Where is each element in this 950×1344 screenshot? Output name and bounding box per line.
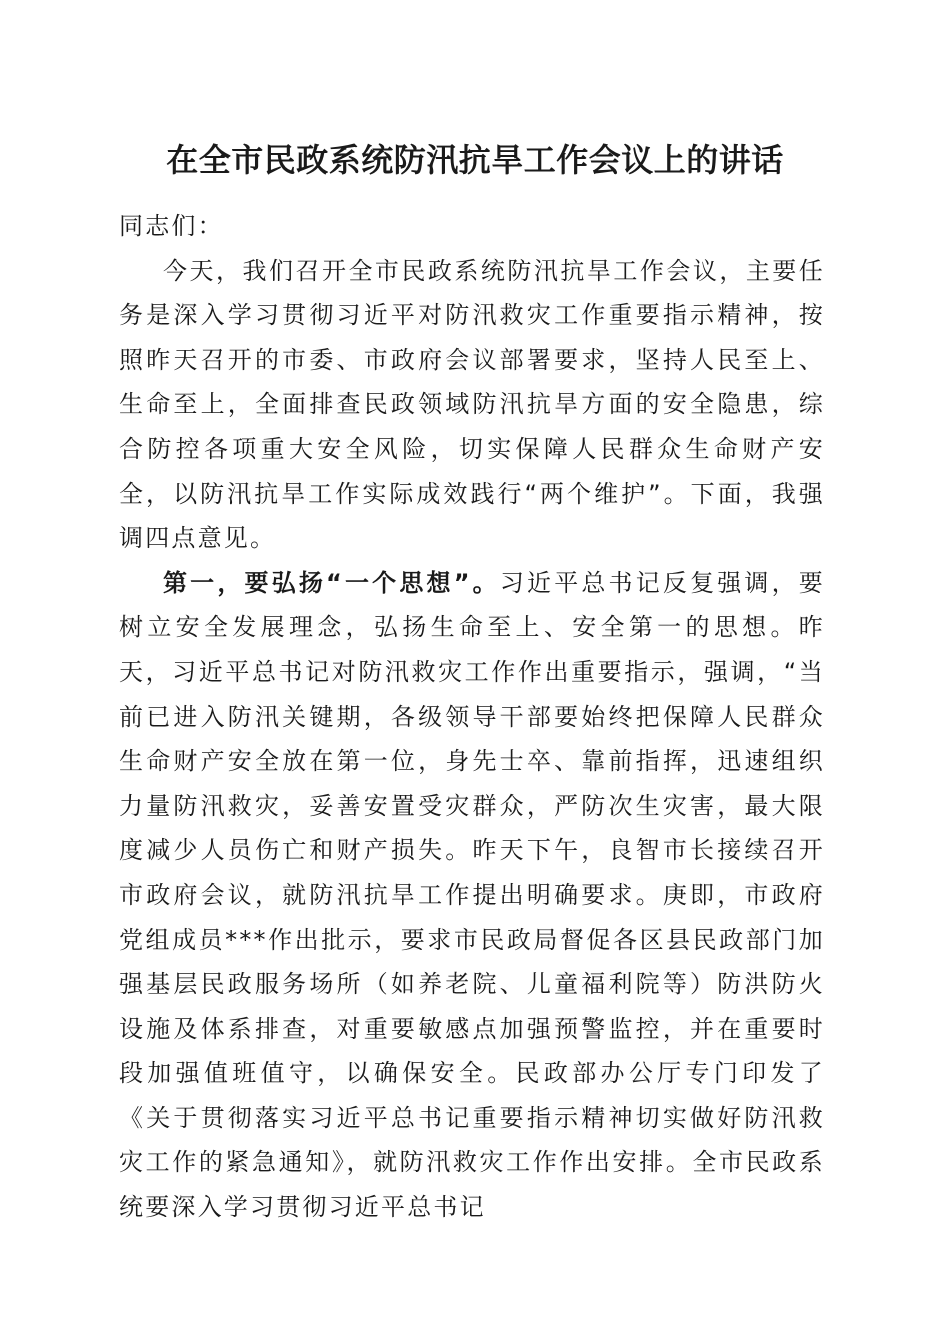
salutation: 同志们： [119,212,224,240]
paragraph-first-point [119,561,825,1230]
paragraph-first-point-text: 习近平总书记反复强调，要树立安全发展理念，弘扬生命至上、安全第一的思想。昨天，习近平总书记对防汛救灾工作作出重要指示，强调，“当前已进入防汛关键期，各级领导干部要始终把保障人民群众生命财产安全放在第一位，身先士卒、靠前指挥，迅速组织力量防汛救灾，妥善安置受灾群众，严防次生灾害，最大限度减少人员伤亡和财产损失。昨天下午，良智市长接续召开市政府会议，就防汛抗旱工作提出明确要求。庚即，市政府党组成员***作出批示，要求市民政局督促各区县民政部门加强基层民政服务场所（如养老院、儿童福利院等）防洪防火设施及体系排查，对重要敏感点加强预警监控，并在重要时段加强值班值守，以确保安全。民政部办公厅专门印发了《关于贯彻落实习近平总书记重要指示精神切实做好防汛救灾工作的紧急通知》，就防汛救灾工作作出安排。全市民政系统要深入学习贯彻习近平总书记 [119,568,825,1222]
paragraph-intro: 今天，我们召开全市民政系统防汛抗旱工作会议，主要任务是深入学习贯彻习近平对防汛救灾工作重要指示精神，按照昨天召开的市委、市政府会议部署要求，坚持人民至上、生命至上，全面排查民政领域防汛抗旱方面的安全隐患，综合防控各项重大安全风险，切实保障人民群众生命财产安全，以防汛抗旱工作实际成效践行“两个维护”。下面，我强调四点意见。 [119,256,825,553]
document-body [119,204,825,1230]
paragraph-first-point-lead: 第一，要弘扬“一个思想”。 [163,568,500,597]
document-title: 在全市民政系统防汛抗旱工作会议上的讲话 [166,141,784,179]
